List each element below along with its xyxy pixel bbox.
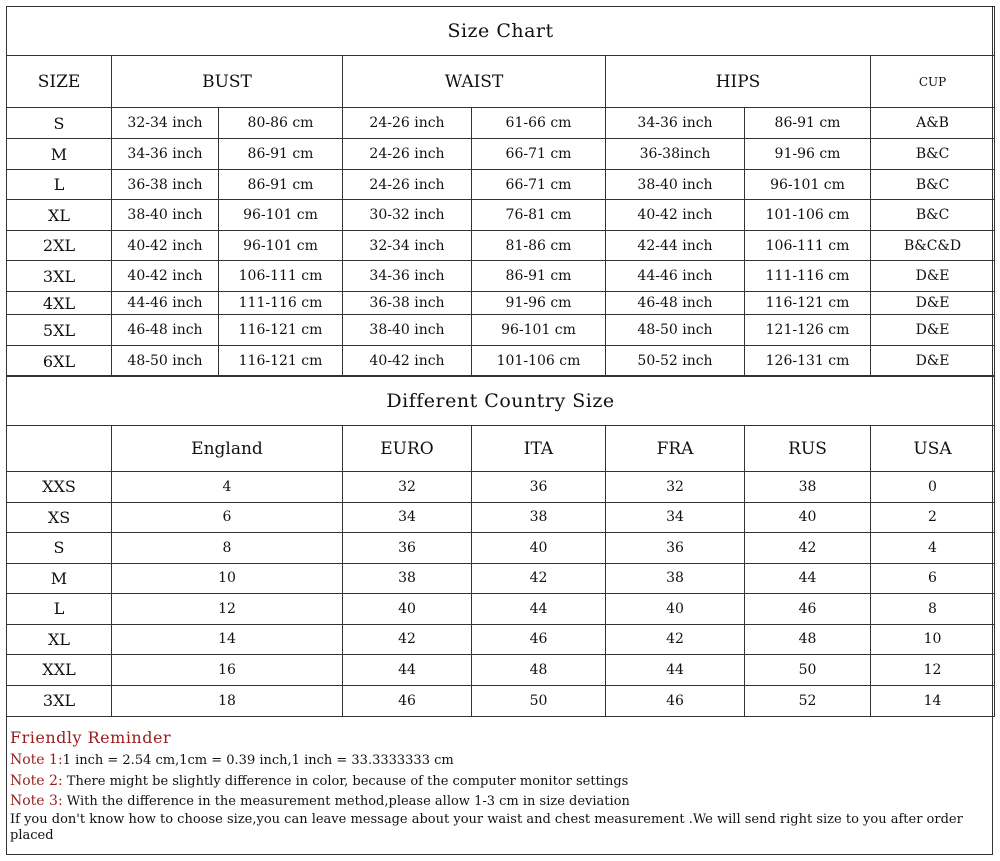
country-row — [7, 502, 995, 533]
country-value-cell: 38 — [606, 563, 745, 594]
country-value-cell: 52 — [745, 685, 871, 716]
country-value-cell: 34 — [606, 502, 745, 533]
measurement-cell: 106-111 cm — [745, 231, 871, 261]
cup-cell: D&E — [871, 346, 995, 377]
measurement-cell: 96-101 cm — [745, 170, 871, 200]
measurement-cell: 32-34 inch — [343, 231, 472, 261]
measurement-cell: 38-40 inch — [343, 315, 472, 346]
size-row — [7, 292, 995, 315]
country-value-cell: 50 — [472, 685, 606, 716]
size-label-cell: XS — [7, 502, 112, 533]
country-value-cell: 46 — [745, 594, 871, 625]
country-value-cell: 2 — [871, 502, 995, 533]
cup-cell: D&E — [871, 315, 995, 346]
cup-cell: B&C — [871, 200, 995, 231]
size-label-cell: L — [7, 594, 112, 625]
measurement-cell: 46-48 inch — [606, 292, 745, 315]
measurement-cell: 101-106 cm — [745, 200, 871, 231]
cup-cell: D&E — [871, 261, 995, 292]
size-label-cell: 3XL — [7, 685, 112, 716]
measurement-cell: 24-26 inch — [343, 108, 472, 139]
country-row — [7, 655, 995, 686]
size-chart-title: Size Chart — [7, 7, 995, 56]
country-value-cell: 8 — [871, 594, 995, 625]
country-value-cell: 40 — [606, 594, 745, 625]
measurement-cell: 42-44 inch — [606, 231, 745, 261]
measurement-cell: 44-46 inch — [112, 292, 219, 315]
size-label-cell: XL — [7, 200, 112, 231]
size-row — [7, 139, 995, 170]
size-chart-body — [7, 108, 995, 377]
measurement-cell: 40-42 inch — [112, 231, 219, 261]
country-value-cell: 6 — [112, 502, 343, 533]
size-label-cell: S — [7, 533, 112, 564]
size-row — [7, 261, 995, 292]
size-row — [7, 231, 995, 261]
measurement-cell: 36-38 inch — [112, 170, 219, 200]
country-value-cell: 38 — [472, 502, 606, 533]
measurement-cell: 111-116 cm — [745, 261, 871, 292]
measurement-cell: 24-26 inch — [343, 170, 472, 200]
measurement-cell: 101-106 cm — [472, 346, 606, 377]
size-label-cell: L — [7, 170, 112, 200]
country-value-cell: 38 — [343, 563, 472, 594]
country-value-cell: 32 — [343, 472, 472, 503]
size-label-cell: XL — [7, 624, 112, 655]
size-row — [7, 315, 995, 346]
country-value-cell: 42 — [472, 563, 606, 594]
measurement-cell: 66-71 cm — [472, 139, 606, 170]
cup-cell: D&E — [871, 292, 995, 315]
reminder-title: Friendly Reminder — [10, 728, 172, 747]
country-value-cell: 44 — [472, 594, 606, 625]
size-row — [7, 200, 995, 231]
country-value-cell: 14 — [871, 685, 995, 716]
country-value-cell: 36 — [606, 533, 745, 564]
country-value-cell: 46 — [606, 685, 745, 716]
measurement-cell: 34-36 inch — [112, 139, 219, 170]
country-row — [7, 594, 995, 625]
size-label-cell: 3XL — [7, 261, 112, 292]
size-header: SIZE — [7, 56, 112, 108]
measurement-cell: 24-26 inch — [343, 139, 472, 170]
size-label-cell: S — [7, 108, 112, 139]
country-value-cell: 40 — [745, 502, 871, 533]
note-1 — [10, 750, 990, 771]
measurement-cell: 40-42 inch — [606, 200, 745, 231]
country-value-cell: 12 — [112, 594, 343, 625]
measurement-cell: 116-121 cm — [745, 292, 871, 315]
country-value-cell: 4 — [112, 472, 343, 503]
country-value-cell: 46 — [472, 624, 606, 655]
bust-header: BUST — [112, 56, 343, 108]
country-value-cell: 6 — [871, 563, 995, 594]
cup-header: CUP — [871, 56, 995, 108]
measurement-cell: 44-46 inch — [606, 261, 745, 292]
measurement-cell: 96-101 cm — [472, 315, 606, 346]
country-size-table — [6, 375, 995, 717]
country-value-cell: 44 — [606, 655, 745, 686]
country-value-cell: 36 — [472, 472, 606, 503]
country-value-cell: 46 — [343, 685, 472, 716]
reminder-extra: If you don't know how to choose size,you can leave message about your waist and chest measurement .We will send right size to you after order placed — [10, 811, 963, 843]
measurement-cell: 86-91 cm — [745, 108, 871, 139]
measurement-cell: 96-101 cm — [219, 231, 343, 261]
size-label-cell: 2XL — [7, 231, 112, 261]
country-value-cell: 48 — [745, 624, 871, 655]
country-value-cell: 14 — [112, 624, 343, 655]
measurement-cell: 91-96 cm — [745, 139, 871, 170]
measurement-cell: 96-101 cm — [219, 200, 343, 231]
measurement-cell: 116-121 cm — [219, 346, 343, 377]
measurement-cell: 121-126 cm — [745, 315, 871, 346]
country-value-cell: 48 — [472, 655, 606, 686]
size-chart-table — [6, 6, 995, 377]
measurement-cell: 61-66 cm — [472, 108, 606, 139]
measurement-cell: 34-36 inch — [343, 261, 472, 292]
cup-cell: B&C — [871, 170, 995, 200]
measurement-cell: 50-52 inch — [606, 346, 745, 377]
country-header-row — [7, 426, 995, 472]
measurement-cell: 86-91 cm — [472, 261, 606, 292]
measurement-cell: 76-81 cm — [472, 200, 606, 231]
country-value-cell: 4 — [871, 533, 995, 564]
country-header-cell: England — [112, 426, 343, 472]
size-row — [7, 346, 995, 377]
country-value-cell: 36 — [343, 533, 472, 564]
country-value-cell: 18 — [112, 685, 343, 716]
country-value-cell: 44 — [745, 563, 871, 594]
country-row — [7, 563, 995, 594]
country-value-cell: 34 — [343, 502, 472, 533]
measurement-cell: 38-40 inch — [606, 170, 745, 200]
waist-header: WAIST — [343, 56, 606, 108]
country-value-cell: 8 — [112, 533, 343, 564]
measurement-cell: 111-116 cm — [219, 292, 343, 315]
measurement-cell: 36-38 inch — [343, 292, 472, 315]
note-label: Note 1: — [10, 752, 63, 768]
friendly-reminder — [10, 728, 990, 844]
measurement-cell: 80-86 cm — [219, 108, 343, 139]
note-2 — [10, 771, 990, 792]
country-value-cell: 40 — [343, 594, 472, 625]
measurement-cell: 106-111 cm — [219, 261, 343, 292]
country-size-title: Different Country Size — [7, 376, 995, 426]
cup-cell: A&B — [871, 108, 995, 139]
country-corner-cell — [7, 426, 112, 472]
country-value-cell: 42 — [343, 624, 472, 655]
size-label-cell: M — [7, 139, 112, 170]
measurement-cell: 34-36 inch — [606, 108, 745, 139]
country-row — [7, 472, 995, 503]
size-label-cell: 5XL — [7, 315, 112, 346]
country-value-cell: 10 — [112, 563, 343, 594]
country-header-cell: USA — [871, 426, 995, 472]
country-value-cell: 38 — [745, 472, 871, 503]
country-row — [7, 624, 995, 655]
measurement-cell: 36-38inch — [606, 139, 745, 170]
measurement-cell: 40-42 inch — [343, 346, 472, 377]
country-header-cell: RUS — [745, 426, 871, 472]
size-label-cell: XXL — [7, 655, 112, 686]
country-row — [7, 533, 995, 564]
measurement-cell: 86-91 cm — [219, 170, 343, 200]
measurement-cell: 40-42 inch — [112, 261, 219, 292]
country-value-cell: 42 — [606, 624, 745, 655]
measurement-cell: 48-50 inch — [112, 346, 219, 377]
note-label: Note 3: — [10, 793, 63, 809]
note-text: With the difference in the measurement method,please allow 1-3 cm in size deviation — [62, 794, 630, 809]
country-row — [7, 685, 995, 716]
country-value-cell: 16 — [112, 655, 343, 686]
country-value-cell: 32 — [606, 472, 745, 503]
country-value-cell: 40 — [472, 533, 606, 564]
measurement-cell: 126-131 cm — [745, 346, 871, 377]
country-header-cell: EURO — [343, 426, 472, 472]
measurement-cell: 66-71 cm — [472, 170, 606, 200]
size-label-cell: 6XL — [7, 346, 112, 377]
size-label-cell: XXS — [7, 472, 112, 503]
country-size-body — [7, 472, 995, 717]
note-text: There might be slightly difference in color, because of the computer monitor settings — [62, 773, 629, 789]
hips-header: HIPS — [606, 56, 871, 108]
measurement-cell: 86-91 cm — [219, 139, 343, 170]
measurement-cell: 46-48 inch — [112, 315, 219, 346]
country-value-cell: 0 — [871, 472, 995, 503]
measurement-cell: 38-40 inch — [112, 200, 219, 231]
measurement-cell: 48-50 inch — [606, 315, 745, 346]
size-row — [7, 170, 995, 200]
note-text: 1 inch = 2.54 cm,1cm = 0.39 inch,1 inch = 33.3333333 cm — [62, 753, 454, 768]
country-value-cell: 50 — [745, 655, 871, 686]
note-label: Note 2: — [10, 772, 63, 789]
measurement-cell: 91-96 cm — [472, 292, 606, 315]
country-value-cell: 42 — [745, 533, 871, 564]
measurement-cell: 30-32 inch — [343, 200, 472, 231]
size-label-cell: M — [7, 563, 112, 594]
cup-cell: B&C — [871, 139, 995, 170]
country-header-cell: FRA — [606, 426, 745, 472]
size-row — [7, 108, 995, 139]
size-label-cell: 4XL — [7, 292, 112, 315]
measurement-cell: 81-86 cm — [472, 231, 606, 261]
note-3 — [10, 791, 990, 812]
country-value-cell: 12 — [871, 655, 995, 686]
country-value-cell: 44 — [343, 655, 472, 686]
country-value-cell: 10 — [871, 624, 995, 655]
cup-cell: B&C&D — [871, 231, 995, 261]
country-header-cell: ITA — [472, 426, 606, 472]
measurement-cell: 116-121 cm — [219, 315, 343, 346]
measurement-cell: 32-34 inch — [112, 108, 219, 139]
